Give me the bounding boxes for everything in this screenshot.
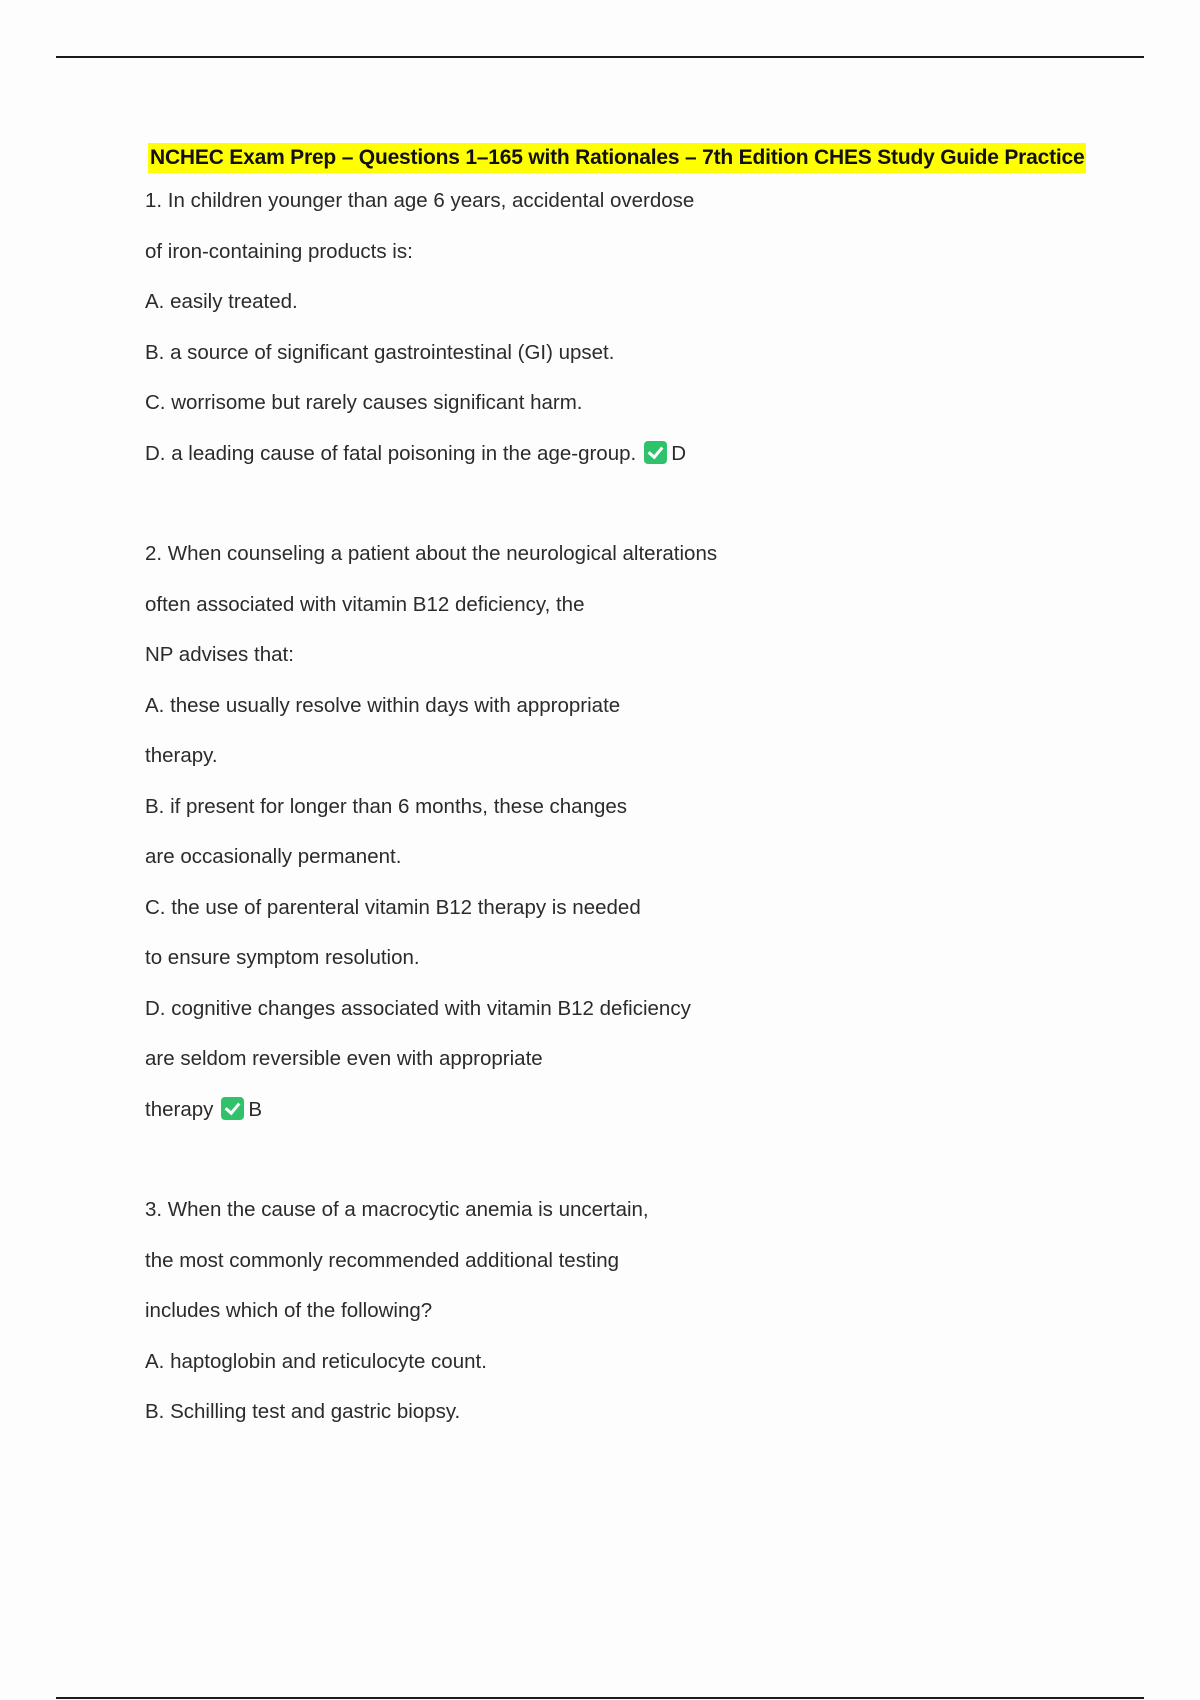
question-3-stem-line-2: the most commonly recommended additional testing [145, 1248, 620, 1272]
document-body [145, 143, 1145, 1442]
question-1-stem-line-2: of iron-containing products is: [145, 239, 413, 263]
question-2-option-c-line-1: C. the use of parenteral vitamin B12 therapy is needed [145, 895, 641, 919]
question-1-option-d-line [145, 433, 1145, 484]
footer-rule [56, 1697, 1144, 1699]
question-1-stem-line-1: 1. In children younger than age 6 years, accidental overdose [145, 189, 695, 212]
question-2-option-d-line-3-row [145, 1089, 1145, 1140]
question-2-option-d-line-2: are seldom reversible even with appropriate [145, 1047, 543, 1070]
question-2-answer: B [248, 1097, 263, 1121]
question-1-option-a: A. easily treated. [145, 290, 298, 313]
question-2-option-b-line-2: are occasionally permanent. [145, 845, 402, 868]
question-2-option-c-line-2: to ensure symptom resolution. [145, 946, 420, 969]
question-2 [145, 533, 1145, 1139]
question-2-option-a-line-2: therapy. [145, 744, 218, 767]
check-mark-icon [644, 441, 667, 464]
question-2-stem-line-3: NP advises that: [145, 643, 294, 666]
question-1 [145, 180, 1145, 483]
question-3-option-a: A. haptoglobin and reticulocyte count. [145, 1349, 487, 1373]
question-1-option-d: D. a leading cause of fatal poisoning in the age-group. [145, 441, 637, 465]
question-2-option-d-line-3: therapy [145, 1097, 214, 1121]
question-spacer [145, 483, 1145, 533]
question-3-stem-line-3: includes which of the following? [145, 1299, 433, 1322]
header-rule [56, 56, 1144, 58]
question-3-stem-line-1: 3. When the cause of a macrocytic anemia is uncertain, [145, 1198, 649, 1221]
check-mark-icon [221, 1097, 244, 1120]
question-2-option-b-line-1: B. if present for longer than 6 months, these changes [145, 794, 628, 818]
question-3-option-b: B. Schilling test and gastric biopsy. [145, 1400, 461, 1423]
question-1-answer: D [671, 441, 687, 465]
question-2-stem-line-2: often associated with vitamin B12 deficiency, the [145, 592, 585, 616]
question-2-option-a-line-1: A. these usually resolve within days with appropriate [145, 693, 621, 717]
question-3 [145, 1189, 1145, 1442]
question-spacer [145, 1139, 1145, 1189]
document-title: NCHEC Exam Prep – Questions 1–165 with Rationales – 7th Edition CHES Study Guide Practice [148, 143, 1086, 173]
question-2-option-d-line-1: D. cognitive changes associated with vitamin B12 deficiency [145, 996, 691, 1020]
question-1-option-c: C. worrisome but rarely causes significant harm. [145, 391, 583, 414]
question-1-option-b: B. a source of significant gastrointestinal (GI) upset. [145, 340, 615, 364]
question-2-stem-line-1: 2. When counseling a patient about the neurological alterations [145, 542, 718, 565]
